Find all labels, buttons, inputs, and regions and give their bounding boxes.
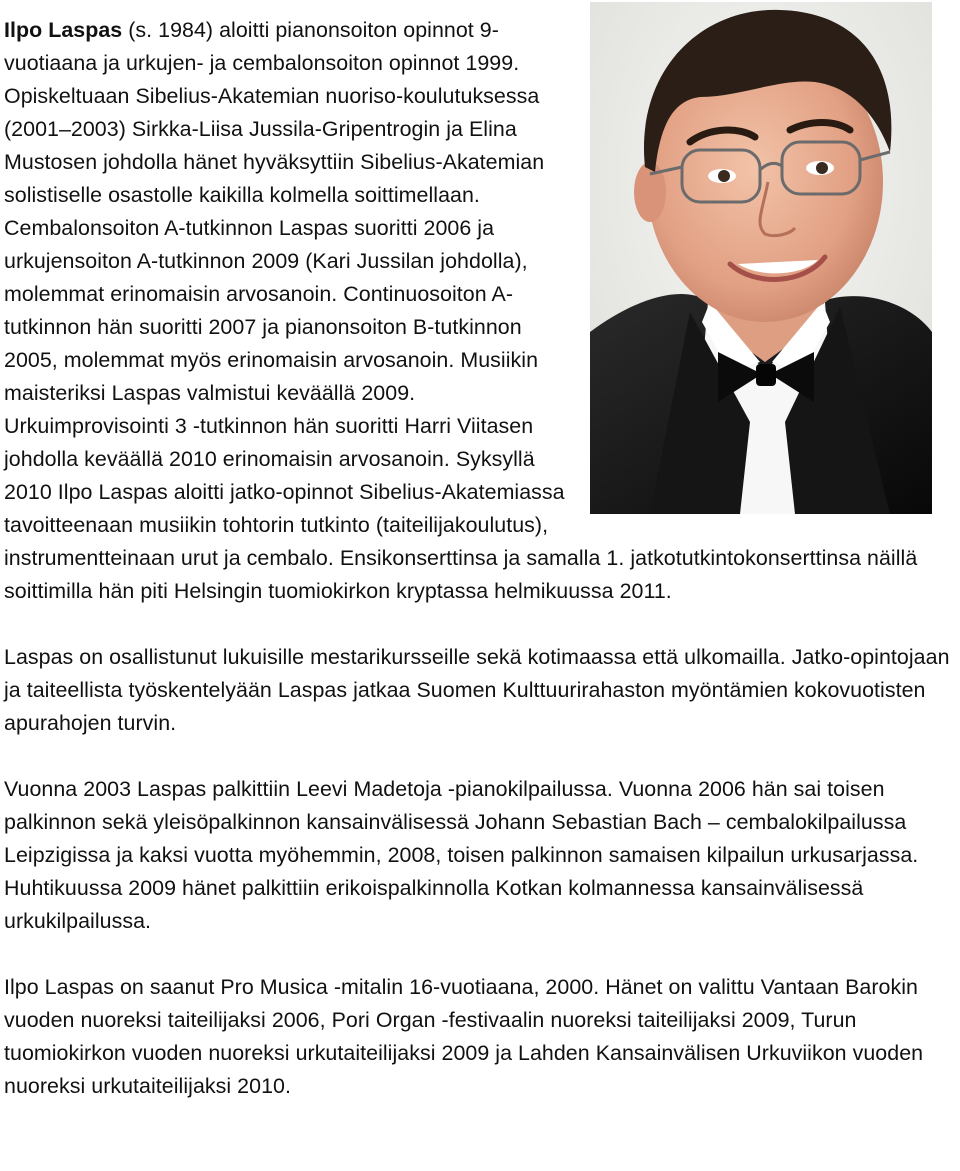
paragraph-2: Laspas on osallistunut lukuisille mestarikursseille sekä kotimaassa että ulkomailla. Jatko-opintojaan ja taiteellista työskentelyään Laspas jatkaa Suomen Kulttuurirahaston myöntämien kokovuotisten apurahojen turvin. [4,645,950,735]
paragraph-1-text: (s. 1984) aloitti pianonsoiton opinnot 9-vuotiaana ja urkujen- ja cembalonsoiton opinnot 1999. Opiskeltuaan Sibelius-Akatemian nuoriso-koulutuksessa (2001–2003) Sirkka-Liisa Jussila-Gripentrogin ja Elina Mustosen johdolla hänet hyväksyttiin Sibelius-Akatemian solistiselle osastolle kaikilla kolmella soittimellaan. Cembalonsoiton A-tutkinnon Laspas suoritti 2006 ja urkujensoiton A-tutkinnon 2009 (Kari Jussilan johdolla), molemmat erinomaisin arvosanoin. Continuosoiton A-tutkinnon hän suoritti 2007 ja pianonsoiton B-tutkinnon 2005, molemmat myös erinomaisin arvosanoin. Musiikin maisteriksi Laspas valmistui keväällä 2009. Urkuimprovisointi 3 -tutkinnon hän suoritti Harri Viitasen johdolla keväällä 2010 erinomaisin arvosanoin. Syksyllä 2010 Ilpo Laspas aloitti jatko-opinnot Sibelius-Akatemiassa tavoitteenaan musiikin tohtorin tutkinto (taiteilijakoulutus), instrumentteinaan urut ja cembalo. Ensikonserttinsa ja samalla 1. jatkotutkintokonserttinsa näillä soittimilla hän piti Helsingin tuomiokirkon kryptassa helmikuussa 2011. [4,18,918,603]
biography-document [4,14,958,1103]
portrait-illustration [590,2,932,514]
portrait-photo [590,2,932,514]
person-name: Ilpo Laspas [4,18,123,42]
paragraph-4: Ilpo Laspas on saanut Pro Musica -mitalin 16-vuotiaana, 2000. Hänet on valittu Vantaan Barokin vuoden nuoreksi taiteilijaksi 2006, Pori Organ -festivaalin nuoreksi taiteilijaksi 2009, Turun tuomiokirkon vuoden nuoreksi urkutaiteilijaksi 2009 ja Lahden Kansainvälisen Urkuviikon vuoden nuoreksi urkutaiteilijaksi 2010. [4,975,924,1098]
paragraph-3: Vuonna 2003 Laspas palkittiin Leevi Madetoja -pianokilpailussa. Vuonna 2006 hän sai toisen palkinnon sekä yleisöpalkinnon kansainvälisessä Johann Sebastian Bach – cembalokilpailussa Leipzigissa ja kaksi vuotta myöhemmin, 2008, toisen palkinnon samaisen kilpailun urkusarjassa. Huhtikuussa 2009 hänet palkittiin erikoispalkinnolla Kotkan kolmannessa kansainvälisessä urkukilpailussa. [4,777,919,933]
